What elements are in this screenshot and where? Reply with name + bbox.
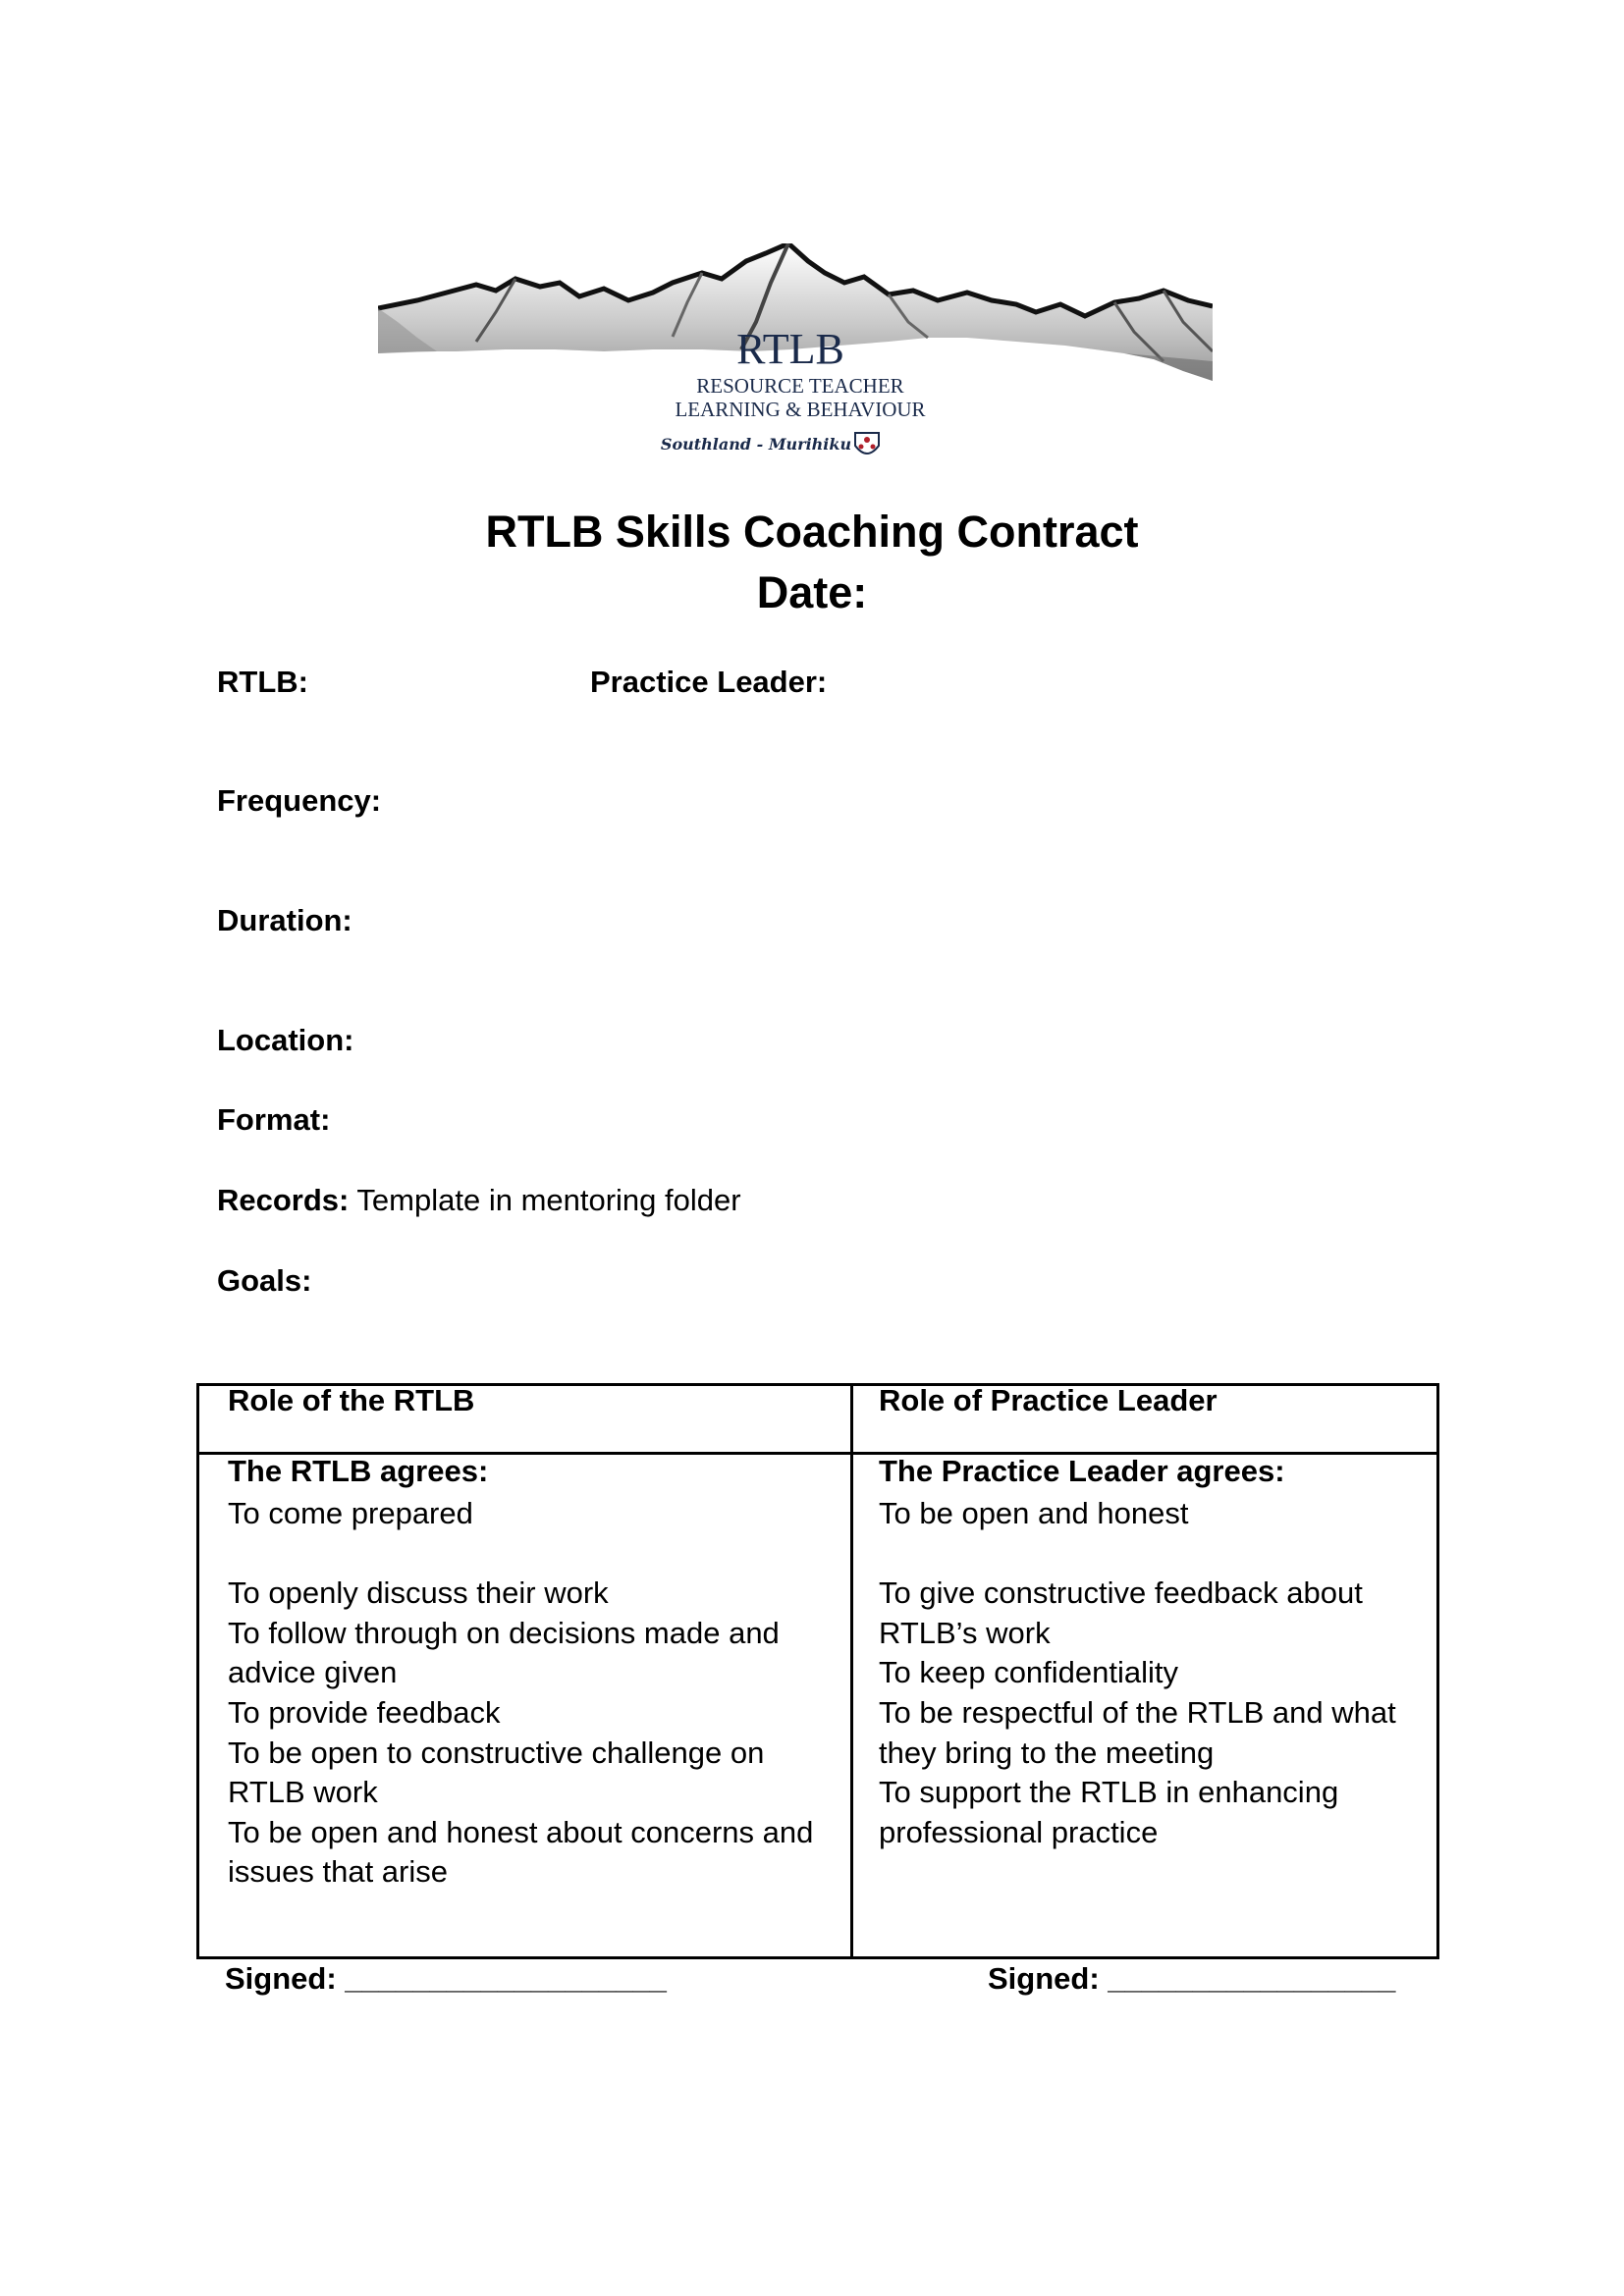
list-item: issues that arise	[228, 1854, 448, 1890]
logo-line1: RESOURCE TEACHER	[696, 374, 904, 398]
list-item: RTLB’s work	[879, 1615, 1051, 1650]
rtlb-signature-line[interactable]: Signed: ___________________	[225, 1961, 667, 1996]
logo-line2: LEARNING & BEHAVIOUR	[675, 398, 926, 421]
rtlb-duties-list	[228, 1494, 813, 1893]
list-item: RTLB work	[228, 1775, 378, 1810]
list-item	[228, 1534, 813, 1575]
records-value: Template in mentoring folder	[349, 1183, 741, 1217]
rtlb-logo	[378, 243, 1213, 459]
list-item: To openly discuss their work	[228, 1575, 609, 1611]
left-header: Role of the RTLB	[228, 1383, 475, 1417]
list-item: To follow through on decisions made and	[228, 1615, 780, 1650]
logo-region: Southland - Murihiku	[660, 435, 852, 454]
right-subheader: The Practice Leader agrees:	[879, 1454, 1285, 1488]
table-column-divider	[850, 1383, 853, 1959]
location-label: Location:	[217, 1023, 354, 1057]
left-subheader: The RTLB agrees:	[228, 1454, 489, 1488]
rtlb-label: RTLB:	[217, 665, 308, 699]
page-title: RTLB Skills Coaching Contract	[485, 507, 1139, 557]
practice-leader-duties-list	[879, 1494, 1396, 1852]
list-item: advice given	[228, 1655, 398, 1690]
emblem-icon	[855, 433, 879, 454]
records-field	[217, 1181, 741, 1220]
list-item: To be open and honest about concerns and	[228, 1814, 814, 1849]
duration-label: Duration:	[217, 903, 352, 937]
practice-leader-signature-line[interactable]: Signed: _________________	[988, 1961, 1396, 1996]
practice-leader-label: Practice Leader:	[590, 665, 828, 699]
frequency-label: Frequency:	[217, 783, 382, 818]
list-item	[879, 1534, 1396, 1575]
list-item: To be open to constructive challenge on	[228, 1735, 765, 1770]
right-header: Role of Practice Leader	[879, 1383, 1218, 1417]
list-item: To be open and honest	[879, 1496, 1189, 1530]
logo-main-text: RTLB	[736, 325, 844, 373]
mountain-logo-graphic	[378, 243, 1213, 459]
goals-label: Goals:	[217, 1263, 312, 1298]
list-item: To give constructive feedback about	[879, 1575, 1363, 1611]
list-item: To support the RTLB in enhancing	[879, 1775, 1339, 1810]
list-item: they bring to the meeting	[879, 1735, 1215, 1770]
list-item: To provide feedback	[228, 1694, 501, 1730]
date-label: Date:	[756, 567, 868, 617]
list-item: To keep confidentiality	[879, 1655, 1179, 1690]
list-item: To be respectful of the RTLB and what	[879, 1694, 1396, 1730]
records-label: Records:	[217, 1183, 350, 1217]
format-label: Format:	[217, 1102, 331, 1137]
list-item: professional practice	[879, 1814, 1159, 1849]
list-item: To come prepared	[228, 1496, 473, 1530]
